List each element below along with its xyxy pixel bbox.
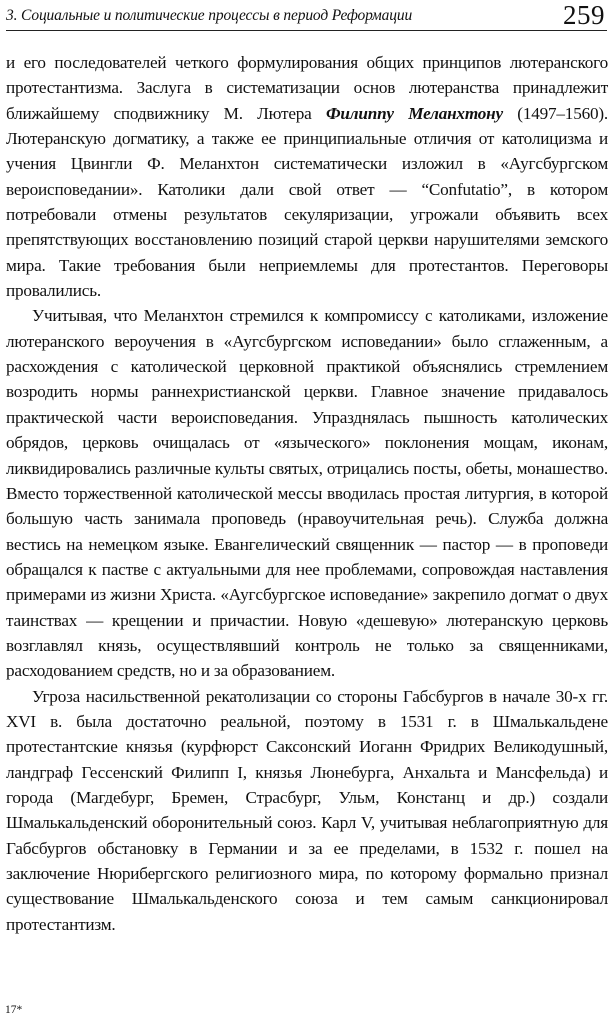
signature-mark: 17* bbox=[5, 1004, 23, 1016]
running-title: 3. Социальные и политические процессы в период Реформации bbox=[6, 7, 413, 24]
emphasized-name: Филиппу Меланхтону bbox=[325, 103, 503, 123]
page-number: 259 bbox=[563, 0, 605, 30]
paragraph-3: Угроза насильственной рекатолизации со стороны Габсбургов в начале 30-х гг. XVI в. была достаточно реальной, поэтому в 1531 г. в Шмалькальдене протестантские князья (курфюрст Саксонский Иоганн Фридрих Великодушный, ландграф Гессенский Филипп I, князья Люнебурга, Анхальта и Мансфельда) и города (Магдебург, Бремен, Страсбург, Ульм, Констанц и др.) создали Шмалькальденский оборонительный союз. Карл V, учитывая неблагоприятную для Габсбургов обстановку в Германии и за ее пределами, в 1532 г. пошел на заключение Нюрибергского религиозного мира, по которому формально признал существование Шмалькальденского союза и тем самым санкционировал протестантизм. bbox=[6, 686, 608, 934]
paragraph-2: Учитывая, что Меланхтон стремился к компромиссу с католиками, изложение лютеранского вероучения в «Аугсбургском исповедании» было сглаженным, а расхождения с католической церковной практикой объяснялись стремлением возродить нормы раннехристианской церкви. Главное значение придавалось практической части вероисповедания. Упразднялась пышность католических обрядов, церковь очищалась от «языческого» поклонения мощам, иконам, ликвидировались различные культы святых, отрицались посты, обеты, монашество. Вместо торжественной католической мессы вводилась простая литургия, в которой большую часть занимала проповедь (нравоучительная речь). Служба должна вестись на немецком языке. Евангелический священник — пастор — в проповеди обращался к пастве с актуальными для нее проблемами, сопровождая наставления примерами из жизни Христа. «Аугсбургское исповедание» закрепило догмат о двух таинствах — крещении и причастии. Новую «дешевую» лютеранскую церковь возглавлял князь, осуществлявший контроль не только за священниками, расходованием средств, но и за образованием. bbox=[6, 306, 608, 681]
paragraph-1-part-c: (1497–1560). Лютеранскую догматику, а также ее принципиальные отличия от католицизма и учения Цвингли Ф. Меланхтон систематически изложил в «Аугсбургском вероисповедании». Католики дали свой ответ — “Confutatio”, в котором потребовали отмены результатов секуляризации, угрожали объявить всех препятствующих восстановлению позиций старой церкви нарушителями земского мира. Такие требования были неприемлемы для протестантов. Переговоры провалились. bbox=[6, 103, 608, 301]
paragraph-1-part-a: и его последователей четкого формулирования общих принципов лютеранского протестантизма. Заслуга в систематизации основ лютеранства принадлежит ближайшему сподвижнику М. Лютера bbox=[6, 53, 608, 123]
body-text bbox=[6, 50, 608, 937]
paragraph-1 bbox=[6, 50, 608, 303]
page-header bbox=[6, 0, 607, 31]
